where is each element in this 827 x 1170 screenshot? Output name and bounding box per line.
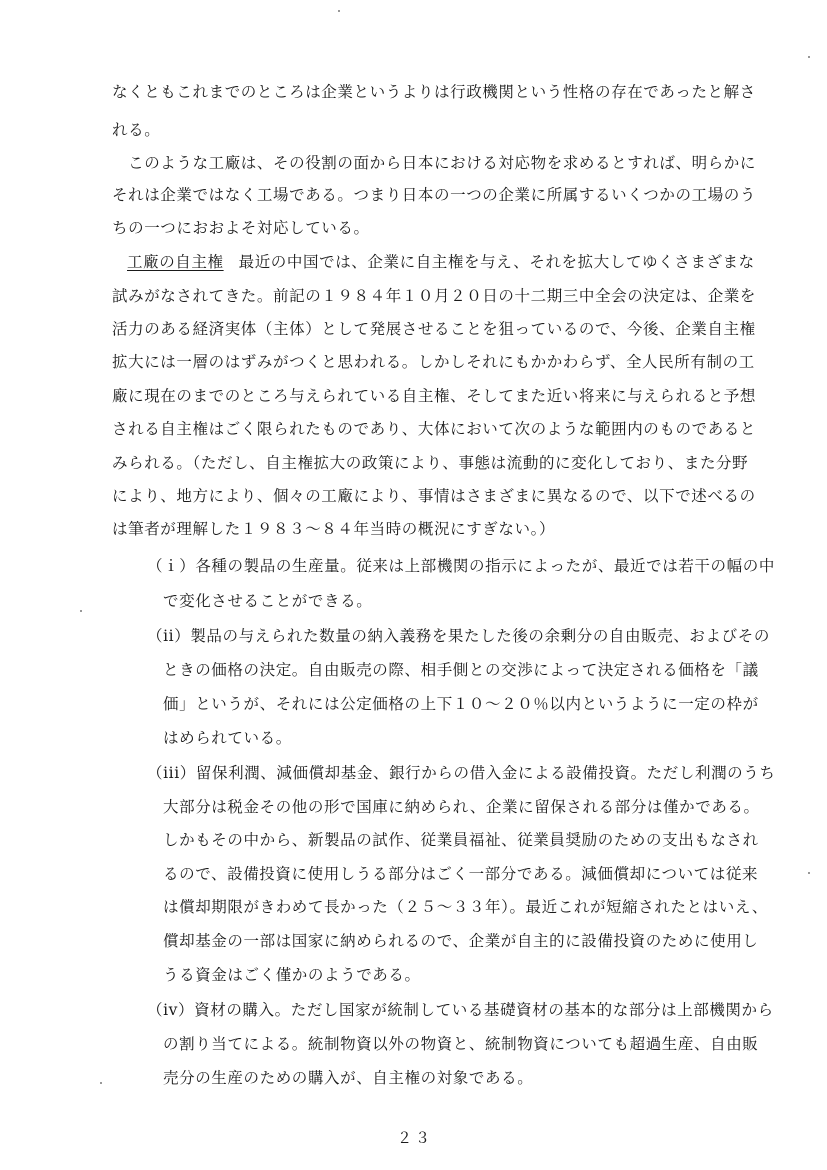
list-marker: （ii） xyxy=(147,627,191,645)
text-line: により、地方により、個々の工廠により、事情はさまざまに異なるので、以下で述べるの xyxy=(112,487,756,505)
text-line: みられる。（ただし、自主権拡大の政策により、事態は流動的に変化しており、また分野 xyxy=(112,454,749,472)
page-number: ２３ xyxy=(397,1129,434,1147)
list-item-3 xyxy=(147,763,775,783)
list-text: しかもその中から、新製品の試作、従業員福祉、従業員奨励のための支出もなされ xyxy=(163,831,759,849)
text-line: 最近の中国では、企業に自主権を与え、それを拡大してゆくさまざまな xyxy=(238,253,755,271)
text-line: 拡大には一層のはずみがつくと思われる。しかしそれにもかかわらず、全人民所有制の工 xyxy=(112,353,755,371)
text-line: なくともこれまでのところは企業というよりは行政機関という性格の存在であったと解さ xyxy=(112,83,756,101)
scan-speck xyxy=(808,872,810,874)
scan-speck xyxy=(338,10,340,12)
text-line: 活力のある経済実体（主体）として発展させることを狙っているので、今後、企業自主権 xyxy=(112,320,756,338)
list-text: 製品の与えられた数量の納入義務を果たした後の余剰分の自由販売、およびその xyxy=(190,627,770,645)
scan-speck xyxy=(100,1082,102,1084)
text-line: それは企業ではなく工場である。つまり日本の一つの企業に所属するいくつかの工場のう xyxy=(112,186,757,204)
list-text: 大部分は税金その他の形で国庫に納められ、企業に留保される部分は僅かである。 xyxy=(163,798,760,816)
list-text: の割り当てによる。統制物資以外の物資と、統制物資についても超過生産、自由販 xyxy=(163,1035,759,1053)
text-line: このような工廠は、その役割の面から日本における対応物を求めるとすれば、明らかに xyxy=(112,154,757,172)
text-line: ちの一つにおおよそ対応している。 xyxy=(112,219,370,237)
list-text: るので、設備投資に使用しうる部分はごく一部分である。減価償却については従来 xyxy=(163,865,759,883)
scan-speck xyxy=(80,610,82,612)
list-text: はめられている。 xyxy=(163,729,292,747)
text-line: される自主権はごく限られたものであり、大体において次のような範囲内のものであると xyxy=(112,420,757,438)
text-line: 試みがなされてきた。前記の１９８４年１０月２０日の十二期三中全会の決定は、企業を xyxy=(112,287,757,305)
list-item-4 xyxy=(147,1000,774,1020)
list-text: 各種の製品の生産量。従来は上部機関の指示によったが、最近では若干の幅の中 xyxy=(195,557,775,575)
list-text: は償却期限がきわめて長かった（２５〜３３年）。最近これが短縮されたとはいえ、 xyxy=(163,898,768,916)
list-marker: （iv） xyxy=(147,1001,195,1019)
list-text: 売分の生産のための購入が、自主権の対象である。 xyxy=(163,1069,534,1087)
list-item-1 xyxy=(147,556,775,576)
section-heading: 工廠の自主権 xyxy=(127,253,224,271)
text-line: 廠に現在のまでのところ与えられている自主権、そしてまた近い将来に与えられると予想 xyxy=(112,387,757,405)
list-marker: （iii） xyxy=(147,764,196,782)
list-item-2 xyxy=(147,626,770,646)
text-line: れる。 xyxy=(112,121,161,139)
list-text: で変化させることができる。 xyxy=(163,592,373,610)
list-text: 資材の購入。ただし国家が統制している基礎資材の基本的な部分は上部機関から xyxy=(194,1001,774,1019)
heading-line xyxy=(112,252,755,272)
list-marker: （ｉ） xyxy=(147,557,196,575)
text-line: は筆者が理解した１９８３〜８４年当時の概況にすぎない。） xyxy=(112,520,556,538)
scan-speck xyxy=(808,56,810,58)
list-text: ときの価格の決定。自由販売の際、相手側との交渉によって決定される価格を「議 xyxy=(163,661,759,679)
list-text: うる資金はごく僅かのようである。 xyxy=(163,966,421,984)
list-text: 留保利潤、減価償却基金、銀行からの借入金による設備投資。ただし利潤のうち xyxy=(195,764,776,782)
list-text: 償却基金の一部は国家に納められるので、企業が自主的に設備投資のために使用し xyxy=(163,932,759,950)
list-text: 価」というが、それには公定価格の上下１０〜２０％以内というように一定の枠が xyxy=(163,695,759,713)
